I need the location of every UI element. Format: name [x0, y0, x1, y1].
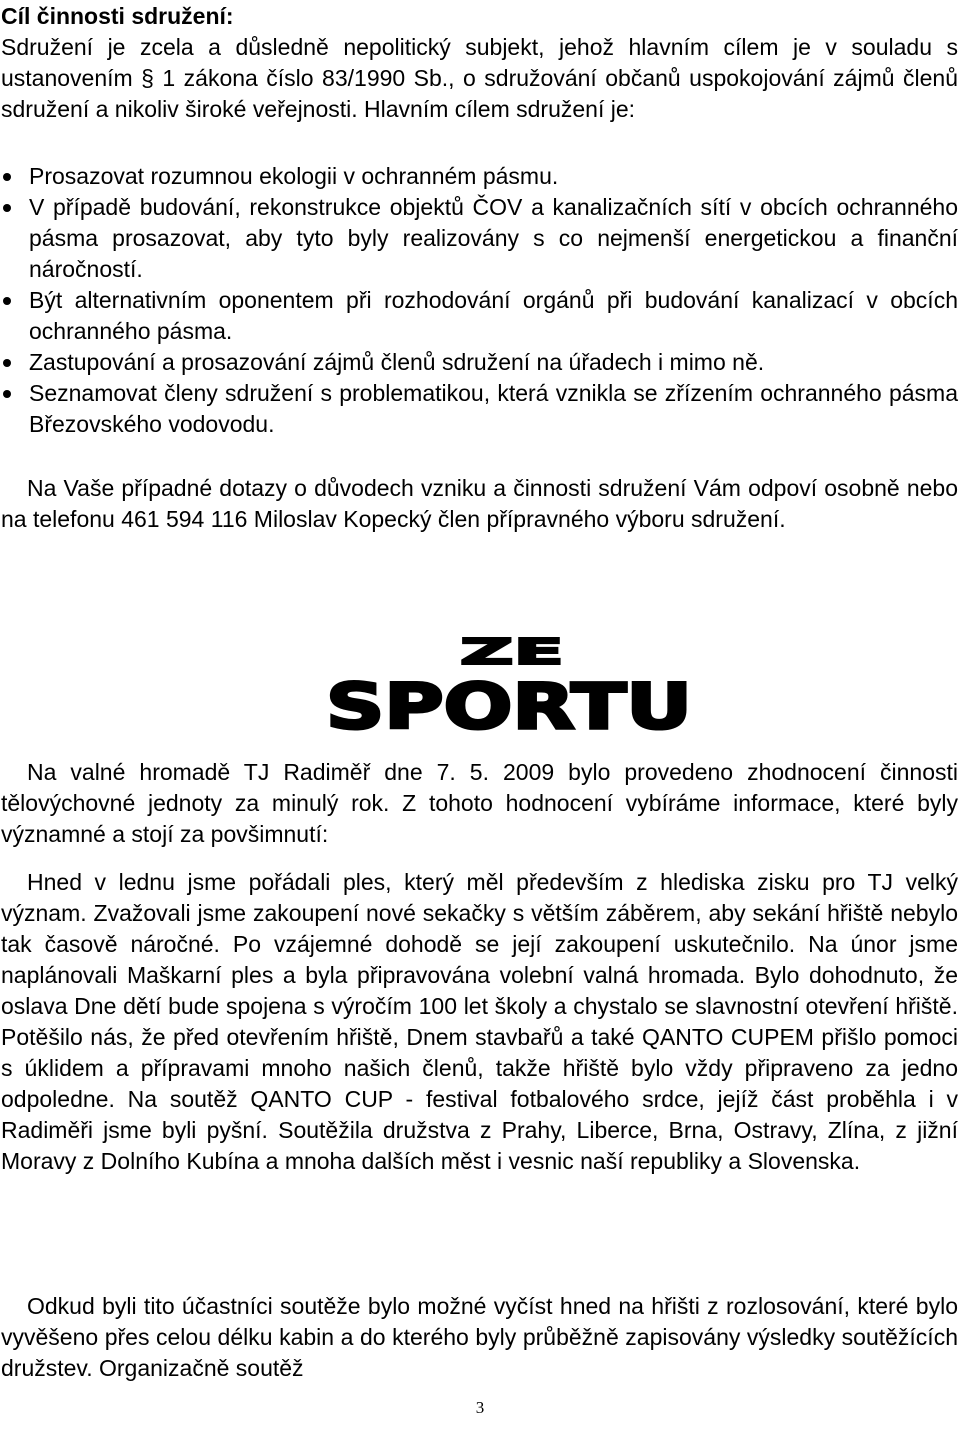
contact-paragraph: Na Vaše případné dotazy o důvodech vzniku a činnosti sdružení Vám odpoví osobně nebo na telefonu 461 594 116 Miloslav Kopecký člen přípravného výboru sdružení. — [1, 475, 958, 532]
report-intro-paragraph: Na valné hromadě TJ Radiměř dne 7. 5. 2009 bylo provedeno zhodnocení činnosti tělovýchovné jednoty za minulý rok. Z tohoto hodnocení vybíráme informace, které byly významné a stojí za povšimnutí: — [1, 759, 958, 847]
goal-item: V případě budování, rekonstrukce objektů ČOV a kanalizačních sítí v obcích ochranného pásma prosazovat, aby tyto byly realizovány s co nejmenší energetickou a finanční náročností. — [0, 192, 958, 285]
goals-list — [0, 161, 958, 440]
goal-item: Prosazovat rozumnou ekologii v ochranném pásmu. — [0, 161, 958, 192]
section-heading: Cíl činnosti sdružení: — [1, 3, 234, 29]
report-paragraph-continued: Odkud byli tito účastníci soutěže bylo možné vyčíst hned na hřišti z rozlosování, které bylo vyvěšeno přes celou délku kabin a do kterého byly průběžně zapisovány výsledky soutěžících družstev. Organizačně soutěž — [1, 1293, 958, 1381]
goal-item: Seznamovat členy sdružení s problematikou, která vznikla se zřízením ochranného pásma Březovského vodovodu. — [0, 378, 958, 440]
intro-paragraph: Sdružení je zcela a důsledně nepolitický subjekt, jehož hlavním cílem je v souladu s ustanovením § 1 zákona číslo 83/1990 Sb., o sdružování občanů uspokojování zájmů členů sdružení a nikoliv široké veřejnosti. Hlavním cílem sdružení je: — [1, 34, 958, 122]
ze-sportu-logo — [324, 632, 694, 732]
report-paragraph: Hned v lednu jsme pořádali ples, který měl především z hlediska zisku pro TJ velký význam. Zvažovali jsme zakoupení nové sekačky s větším záběrem, aby sekání hřiště nebylo tak časově náročné. Po vzájemné dohodě se její zakoupení uskutečnilo. Na únor jsme naplánovali Maškarní ples a byla připravována volební valná hromada. Bylo dohodnuto, že oslava Dne dětí bude spojena s výročím 100 let školy a chystalo se slavnostní otevření hřiště. Potěšilo nás, že před otevřením hřiště, Dnem stavbařů a také QANTO CUPEM přišlo pomoci s úklidem a přípravami mnoho našich členů, takže hřiště bylo vždy připraveno za jedno odpoledne. Na soutěž QANTO CUP - festival fotbalového srdce, jejíž část proběhla i v Radiměři jsme byli pyšní. Soutěžila družstva z Prahy, Liberce, Brna, Ostravy, Zlína, z jižní Moravy z Dolního Kubína a mnoha dalších měst i vesnic naší republiky a Slovenska. — [1, 869, 958, 1174]
page-number: 3 — [475, 1398, 485, 1417]
goal-item: Zastupování a prosazování zájmů členů sdružení na úřadech i mimo ně. — [0, 347, 958, 378]
goal-item: Být alternativním oponentem při rozhodování orgánů při budování kanalizací v obcích ochranného pásma. — [0, 285, 958, 347]
logo-line-sportu: SPORTU — [326, 670, 692, 732]
logo-line-ze: ZE — [460, 632, 564, 673]
